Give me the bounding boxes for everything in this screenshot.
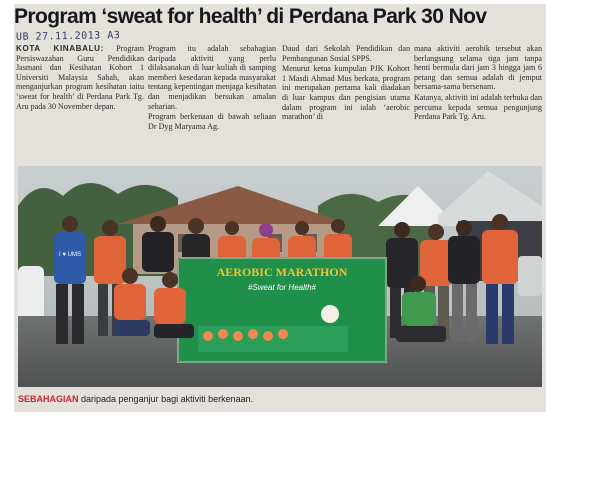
banner-title: AEROBIC MARATHON — [216, 265, 348, 279]
banner-subtitle: #Sweat for Health# — [247, 283, 317, 292]
paragraph: Program itu adalah sebahagian daripada aktiviti yang perlu dilaksanakan di luar kuliah di samping memberi kesedaran kepada masyarakat tentang kepentingan menjaga kesihatan dan menjadikan bersukan amalan seharian. — [148, 44, 276, 111]
headline: Program ‘sweat for health’ di Perdana Park 30 Nov — [14, 5, 487, 28]
paragraph: Daud dari Sekolah Pendidikan dan Pembangunan Sosial SPPS. — [282, 44, 410, 63]
newspaper-clipping — [14, 4, 546, 412]
group-photo — [18, 166, 542, 387]
article-column-4 — [414, 44, 542, 123]
paragraph: Program berkenaan di bawah seliaan Dr Dyg Maryama Ag. — [148, 112, 276, 131]
shirt-text: I ♥ UMS — [59, 252, 81, 258]
article-column-2 — [148, 44, 276, 132]
university-logo-icon — [321, 305, 339, 323]
photo-caption — [18, 394, 538, 404]
paragraph: Menurut ketua kumpulan PJK Kohort 1 Masdi Ahmad Mus berkata, program ini merupakan pertama kali diadakan di luar kampus dan pengisian utama dalam program ini ialah ‘aerobic marathon’ di — [282, 64, 410, 122]
caption-text: daripada penganjur bagi aktiviti berkenaan. — [78, 394, 254, 404]
article-column-3 — [282, 44, 410, 123]
dateline: KOTA KINABALU: — [16, 44, 104, 53]
article-column-1 — [16, 44, 144, 112]
paragraph: KOTA KINABALU: Program Persiswazahan Guru Pendidikan Jasmani dan Kesihatan Kohort 1 Universiti Malaysia Sabah, akan menganjurkan program kesihatan iaitu ‘sweat for health’ di Perdana Park Tg. Aru pada 30 November depan. — [16, 44, 144, 111]
caption-lead: SEBAHAGIAN — [18, 394, 79, 404]
paragraph: mana aktiviti aerobik tersebut akan berlangsung selama tiga jam tanpa henti bermula dari jam 3 hingga jam 6 petang dan semua adalah di jemput bersama-sama bersenam. — [414, 44, 542, 92]
handwritten-date-note: UB 27.11.2013 A3 — [15, 30, 121, 43]
paragraph: Katanya, aktiviti ini adalah terbuka dan percuma kepada semua pengunjung Perdana Park Tg. Aru. — [414, 92, 542, 122]
